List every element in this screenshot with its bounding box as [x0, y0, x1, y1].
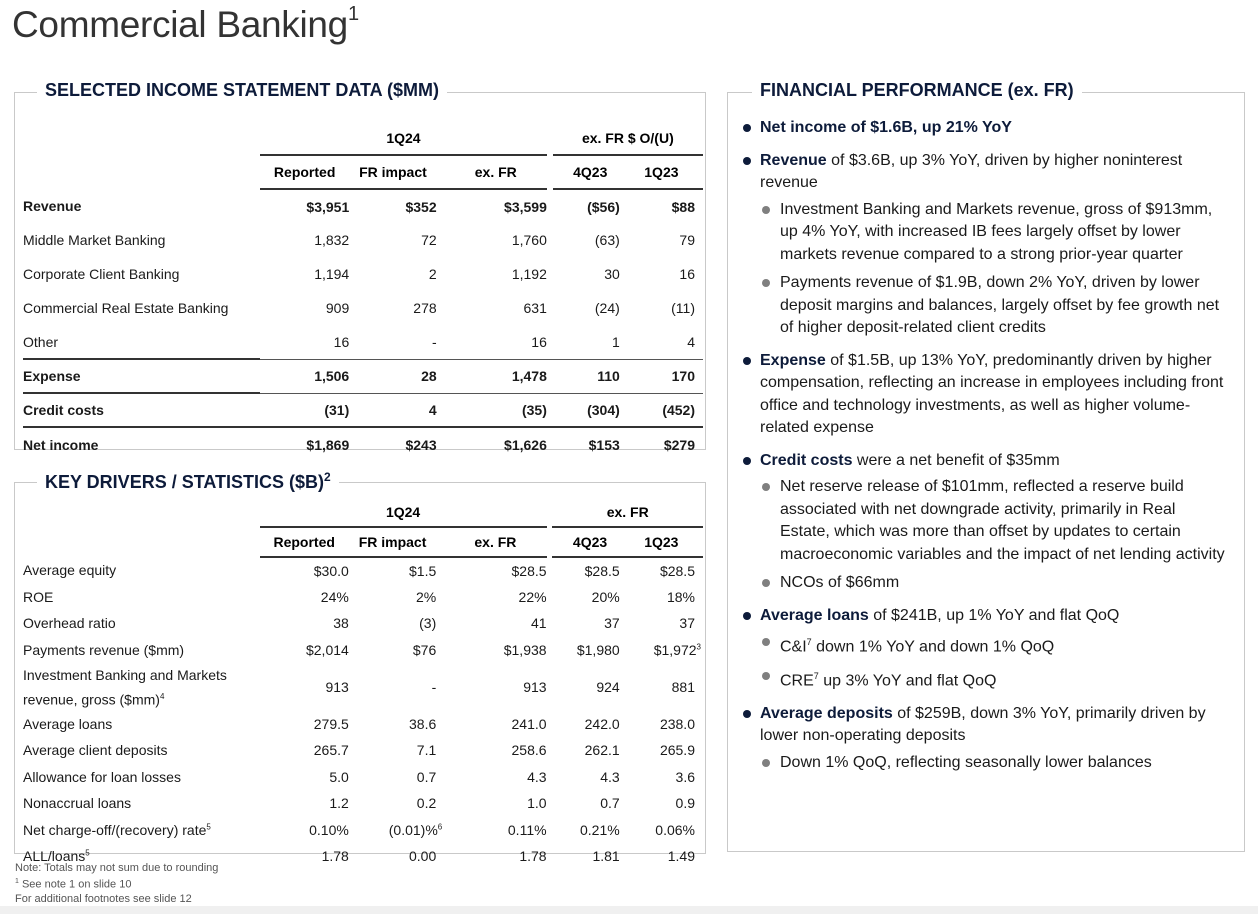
- cell: 5.0: [329, 768, 349, 785]
- footnote-line: Note: Totals may not sum due to rounding: [15, 862, 219, 874]
- row-label: Allowance for loan losses: [23, 768, 181, 785]
- table-row: [23, 427, 703, 461]
- cell: 24%: [320, 588, 349, 605]
- bullet-revenue: Revenue of $3.6B, up 3% YoY, driven by higher noninterest revenue Investment Banking and Markets revenue, gross of $913mm, up 4% YoY, with increased IB fees largely offset by lower markets revenue compared to a strong prior-year quarter Payments revenue of $1.9B, down 2% YoY, driven by lower deposit margins and balances, largely offset by fee growth net of higher deposit-related client credits: [740, 150, 1228, 340]
- cell: 0.21%: [579, 821, 620, 838]
- sub-bullet: Net reserve release of $101mm, reflected a reserve build associated with net downgrade activity, primarily in Real Estate, which was more than offset by updates to certain macroeconomic variables and the impact of net lending activity: [740, 476, 1228, 566]
- cell: 22%: [518, 588, 547, 605]
- row-label: ROE: [23, 588, 54, 605]
- cell: 4.3: [527, 768, 547, 785]
- cell: 1.78: [321, 848, 349, 865]
- table-column-header-row: [23, 527, 703, 557]
- cell: 1.78: [519, 848, 547, 865]
- cell: 18%: [666, 588, 695, 605]
- table-group-header-row: [23, 121, 703, 155]
- row-label: Average client deposits: [23, 742, 168, 759]
- sub-bullet: Down 1% QoQ, reflecting seasonally lower balances: [740, 752, 1228, 775]
- cell: 881: [671, 678, 695, 695]
- cell: 242.0: [584, 715, 620, 732]
- row-label: Overhead ratio: [23, 615, 116, 632]
- cell: 1.49: [667, 848, 695, 865]
- performance-bullets: [740, 117, 1228, 784]
- table-row: [23, 393, 703, 427]
- table-row: [23, 610, 703, 637]
- cell: 1.81: [592, 848, 620, 865]
- bottom-band: [0, 906, 1258, 914]
- row-label: Average loans: [23, 715, 113, 732]
- cell: (35): [445, 393, 547, 427]
- cell: -: [431, 678, 437, 695]
- income-statement-table: [23, 121, 703, 461]
- column-header: 4Q23: [553, 155, 628, 189]
- cell: $1,972$^3$: [653, 641, 701, 658]
- table-row: [23, 257, 703, 291]
- cell: 1,832: [314, 232, 350, 248]
- cell: 2%: [416, 588, 437, 605]
- cell: 241.0: [511, 715, 547, 732]
- row-label: Corporate Client Banking: [23, 266, 180, 282]
- cell: $243: [349, 427, 444, 461]
- cell: 0.7: [416, 768, 437, 785]
- table-row: [23, 637, 703, 664]
- sub-bullet: NCOs of $66mm: [740, 572, 1228, 595]
- column-header: FR impact: [349, 155, 444, 189]
- table-row: [23, 557, 703, 584]
- cell: 72: [421, 232, 437, 248]
- cell: 1,760: [511, 232, 547, 248]
- cell: 4: [687, 333, 695, 350]
- cell: 2: [428, 266, 437, 282]
- table-row: [23, 790, 703, 817]
- column-header: ex. FR: [444, 527, 546, 557]
- cell: $28.5: [511, 562, 547, 579]
- cell: $88: [671, 198, 695, 215]
- table-row: [23, 291, 703, 325]
- cell: 265.7: [313, 742, 349, 759]
- row-label: Expense: [23, 359, 260, 393]
- cell: 38: [333, 615, 349, 632]
- cell: 20%: [591, 588, 620, 605]
- cell: 238.0: [659, 715, 695, 732]
- cell: 0.2: [416, 795, 437, 812]
- key-drivers-panel: [14, 470, 706, 865]
- cell: 38.6: [409, 715, 437, 732]
- group-header-exfr: ex. FR $ O/(U): [553, 121, 703, 155]
- row-label: Revenue: [23, 198, 82, 214]
- column-header: Reported: [260, 155, 349, 189]
- cell: 278: [413, 300, 437, 316]
- row-label: Commercial Real Estate Banking: [23, 300, 229, 316]
- sub-bullet: Payments revenue of $1.9B, down 2% YoY, driven by lower deposit margins and balances, largely offset by fee growth net of higher deposit-related client credits: [740, 272, 1228, 340]
- table-row: [23, 223, 703, 257]
- cell: $3,599: [504, 198, 547, 215]
- cell: 0.10%: [309, 821, 349, 838]
- cell: 41: [530, 615, 547, 632]
- cell: $76: [412, 641, 437, 658]
- cell: 265.9: [659, 742, 695, 759]
- row-label: Net charge-off/(recovery) rate$^5$: [23, 821, 211, 838]
- sub-bullet: Investment Banking and Markets revenue, gross of $913mm, up 4% YoY, with increased IB fees largely offset by lower markets revenue compared to a strong prior-year quarter: [740, 199, 1228, 267]
- cell: 79: [679, 232, 695, 248]
- cell: (0.01)%$^6$: [388, 821, 443, 838]
- cell: $2,014: [305, 641, 349, 658]
- income-statement-panel: [14, 80, 706, 453]
- page-title: Commercial Banking$^1$: [12, 2, 359, 45]
- cell: 1.0: [527, 795, 547, 812]
- cell: (452): [628, 393, 703, 427]
- table-row: [23, 189, 703, 223]
- cell: $352: [405, 198, 437, 215]
- cell: 0.11%: [507, 821, 547, 838]
- row-label: Nonaccrual loans: [23, 795, 132, 812]
- cell: 30: [604, 266, 620, 282]
- column-header: 1Q23: [628, 155, 703, 189]
- key-drivers-header: KEY DRIVERS / STATISTICS ($B)$^2$: [37, 470, 339, 493]
- cell: 37: [679, 615, 695, 632]
- cell: 4.3: [600, 768, 620, 785]
- table-row: [23, 584, 703, 611]
- table-row: [23, 764, 703, 791]
- row-label: Other: [23, 333, 59, 350]
- table-row: [23, 663, 703, 711]
- group-header-exfr: ex. FR: [552, 497, 703, 527]
- cell: 262.1: [584, 742, 620, 759]
- cell: 28: [349, 359, 444, 393]
- cell: 4: [349, 393, 444, 427]
- table-row: [23, 711, 703, 738]
- column-header: 4Q23: [552, 527, 627, 557]
- cell: 1: [612, 333, 620, 350]
- cell: 1,506: [260, 359, 349, 393]
- income-statement-header: SELECTED INCOME STATEMENT DATA ($MM): [37, 80, 447, 101]
- footnotes: [15, 861, 218, 906]
- cell: $30.0: [313, 562, 349, 579]
- cell: 1,194: [314, 266, 350, 282]
- cell: $279: [628, 427, 703, 461]
- cell: $1,980: [576, 641, 620, 658]
- cell: $1,869: [260, 427, 349, 461]
- sub-bullet: $C\&I^7$ down 1% YoY and down 1% QoQ: [740, 631, 1228, 659]
- cell: 913: [325, 678, 349, 695]
- cell: 909: [325, 300, 350, 316]
- cell: 7.1: [416, 742, 437, 759]
- cell: (3): [419, 615, 437, 632]
- table-row: [23, 359, 703, 393]
- cell: 0.7: [600, 795, 620, 812]
- cell: $1.5: [409, 562, 437, 579]
- cell: 913: [523, 678, 547, 695]
- cell: 1,478: [445, 359, 547, 393]
- cell: $28.5: [584, 562, 620, 579]
- bullet-average-loans: Average loans of $241B, up 1% YoY and flat QoQ $C\&I^7$ down 1% YoY and down 1% QoQ CRE$^7$ up 3% YoY and flat QoQ: [740, 605, 1228, 693]
- cell: 258.6: [511, 742, 547, 759]
- cell: 1,192: [511, 266, 547, 282]
- cell: $153: [553, 427, 628, 461]
- cell: 16: [679, 266, 695, 282]
- bullet-credit-costs: Credit costs were a net benefit of $35mm Net reserve release of $101mm, reflected a reserve build associated with net downgrade activity, primarily in Real Estate, which was more than offset by updates to certain macroeconomic variables and the impact of net lending activity NCOs of $66mm: [740, 450, 1228, 595]
- cell: 16: [531, 333, 547, 350]
- group-header-1q24: 1Q24: [260, 497, 547, 527]
- table-row: [23, 325, 703, 359]
- cell: $3,951: [306, 198, 350, 215]
- footnote-line: For additional footnotes see slide 12: [15, 892, 192, 905]
- row-label: Average equity: [23, 562, 117, 579]
- bullet-average-deposits: Average deposits of $259B, down 3% YoY, primarily driven by lower non-operating deposits Down 1% QoQ, reflecting seasonally lower balances: [740, 703, 1228, 775]
- cell: 16: [333, 333, 350, 350]
- table-row: [23, 737, 703, 764]
- row-label: Investment Banking and Markets revenue, gross ($mm)$^4$: [23, 667, 227, 708]
- column-header: 1Q23: [628, 527, 703, 557]
- cell: 3.6: [675, 768, 695, 785]
- key-drivers-table: [23, 497, 703, 870]
- bullet-expense: Expense of $1.5B, up 13% YoY, predominantly driven by higher compensation, reflecting an increase in employees including front office and technology investments, as well as higher volume-related expense: [740, 350, 1228, 440]
- cell: $1,626: [445, 427, 547, 461]
- cell: 110: [553, 359, 628, 393]
- financial-performance-header: FINANCIAL PERFORMANCE (ex. FR): [752, 80, 1082, 101]
- column-header: Reported: [260, 527, 349, 557]
- footnote-line: $^1$ See note 1 on slide 10: [15, 878, 132, 891]
- cell: 1.2: [329, 795, 349, 812]
- table-column-header-row: [23, 155, 703, 189]
- cell: 0.9: [675, 795, 695, 812]
- cell: 924: [596, 678, 620, 695]
- cell: 279.5: [313, 715, 349, 732]
- cell: (304): [553, 393, 628, 427]
- group-header-1q24: 1Q24: [260, 121, 547, 155]
- row-label: Net income: [23, 427, 260, 461]
- table-row: [23, 817, 703, 844]
- cell: 37: [604, 615, 620, 632]
- table-group-header-row: [23, 497, 703, 527]
- column-header: ex. FR: [445, 155, 547, 189]
- row-label: ALL/loans$^5$: [23, 848, 90, 865]
- cell: (24): [594, 300, 620, 316]
- cell: -: [431, 333, 437, 350]
- cell: 0.00: [409, 848, 437, 865]
- cell: 631: [523, 300, 547, 316]
- column-header: FR impact: [349, 527, 444, 557]
- cell: (11): [671, 300, 695, 316]
- cell: $1,938: [503, 641, 547, 658]
- sub-bullet: CRE$^7$ up 3% YoY and flat QoQ: [740, 665, 1228, 693]
- cell: $28.5: [659, 562, 695, 579]
- row-label: Payments revenue ($mm): [23, 641, 185, 658]
- cell: (63): [594, 232, 620, 248]
- row-label: Middle Market Banking: [23, 232, 166, 248]
- cell: (31): [260, 393, 349, 427]
- bullet-net-income: Net income of $1.6B, up 21% YoY: [740, 117, 1228, 140]
- row-label: Credit costs: [23, 393, 260, 427]
- cell: ($56): [587, 198, 620, 215]
- financial-performance-panel: [727, 80, 1245, 852]
- cell: 170: [628, 359, 703, 393]
- cell: 0.06%: [655, 821, 695, 838]
